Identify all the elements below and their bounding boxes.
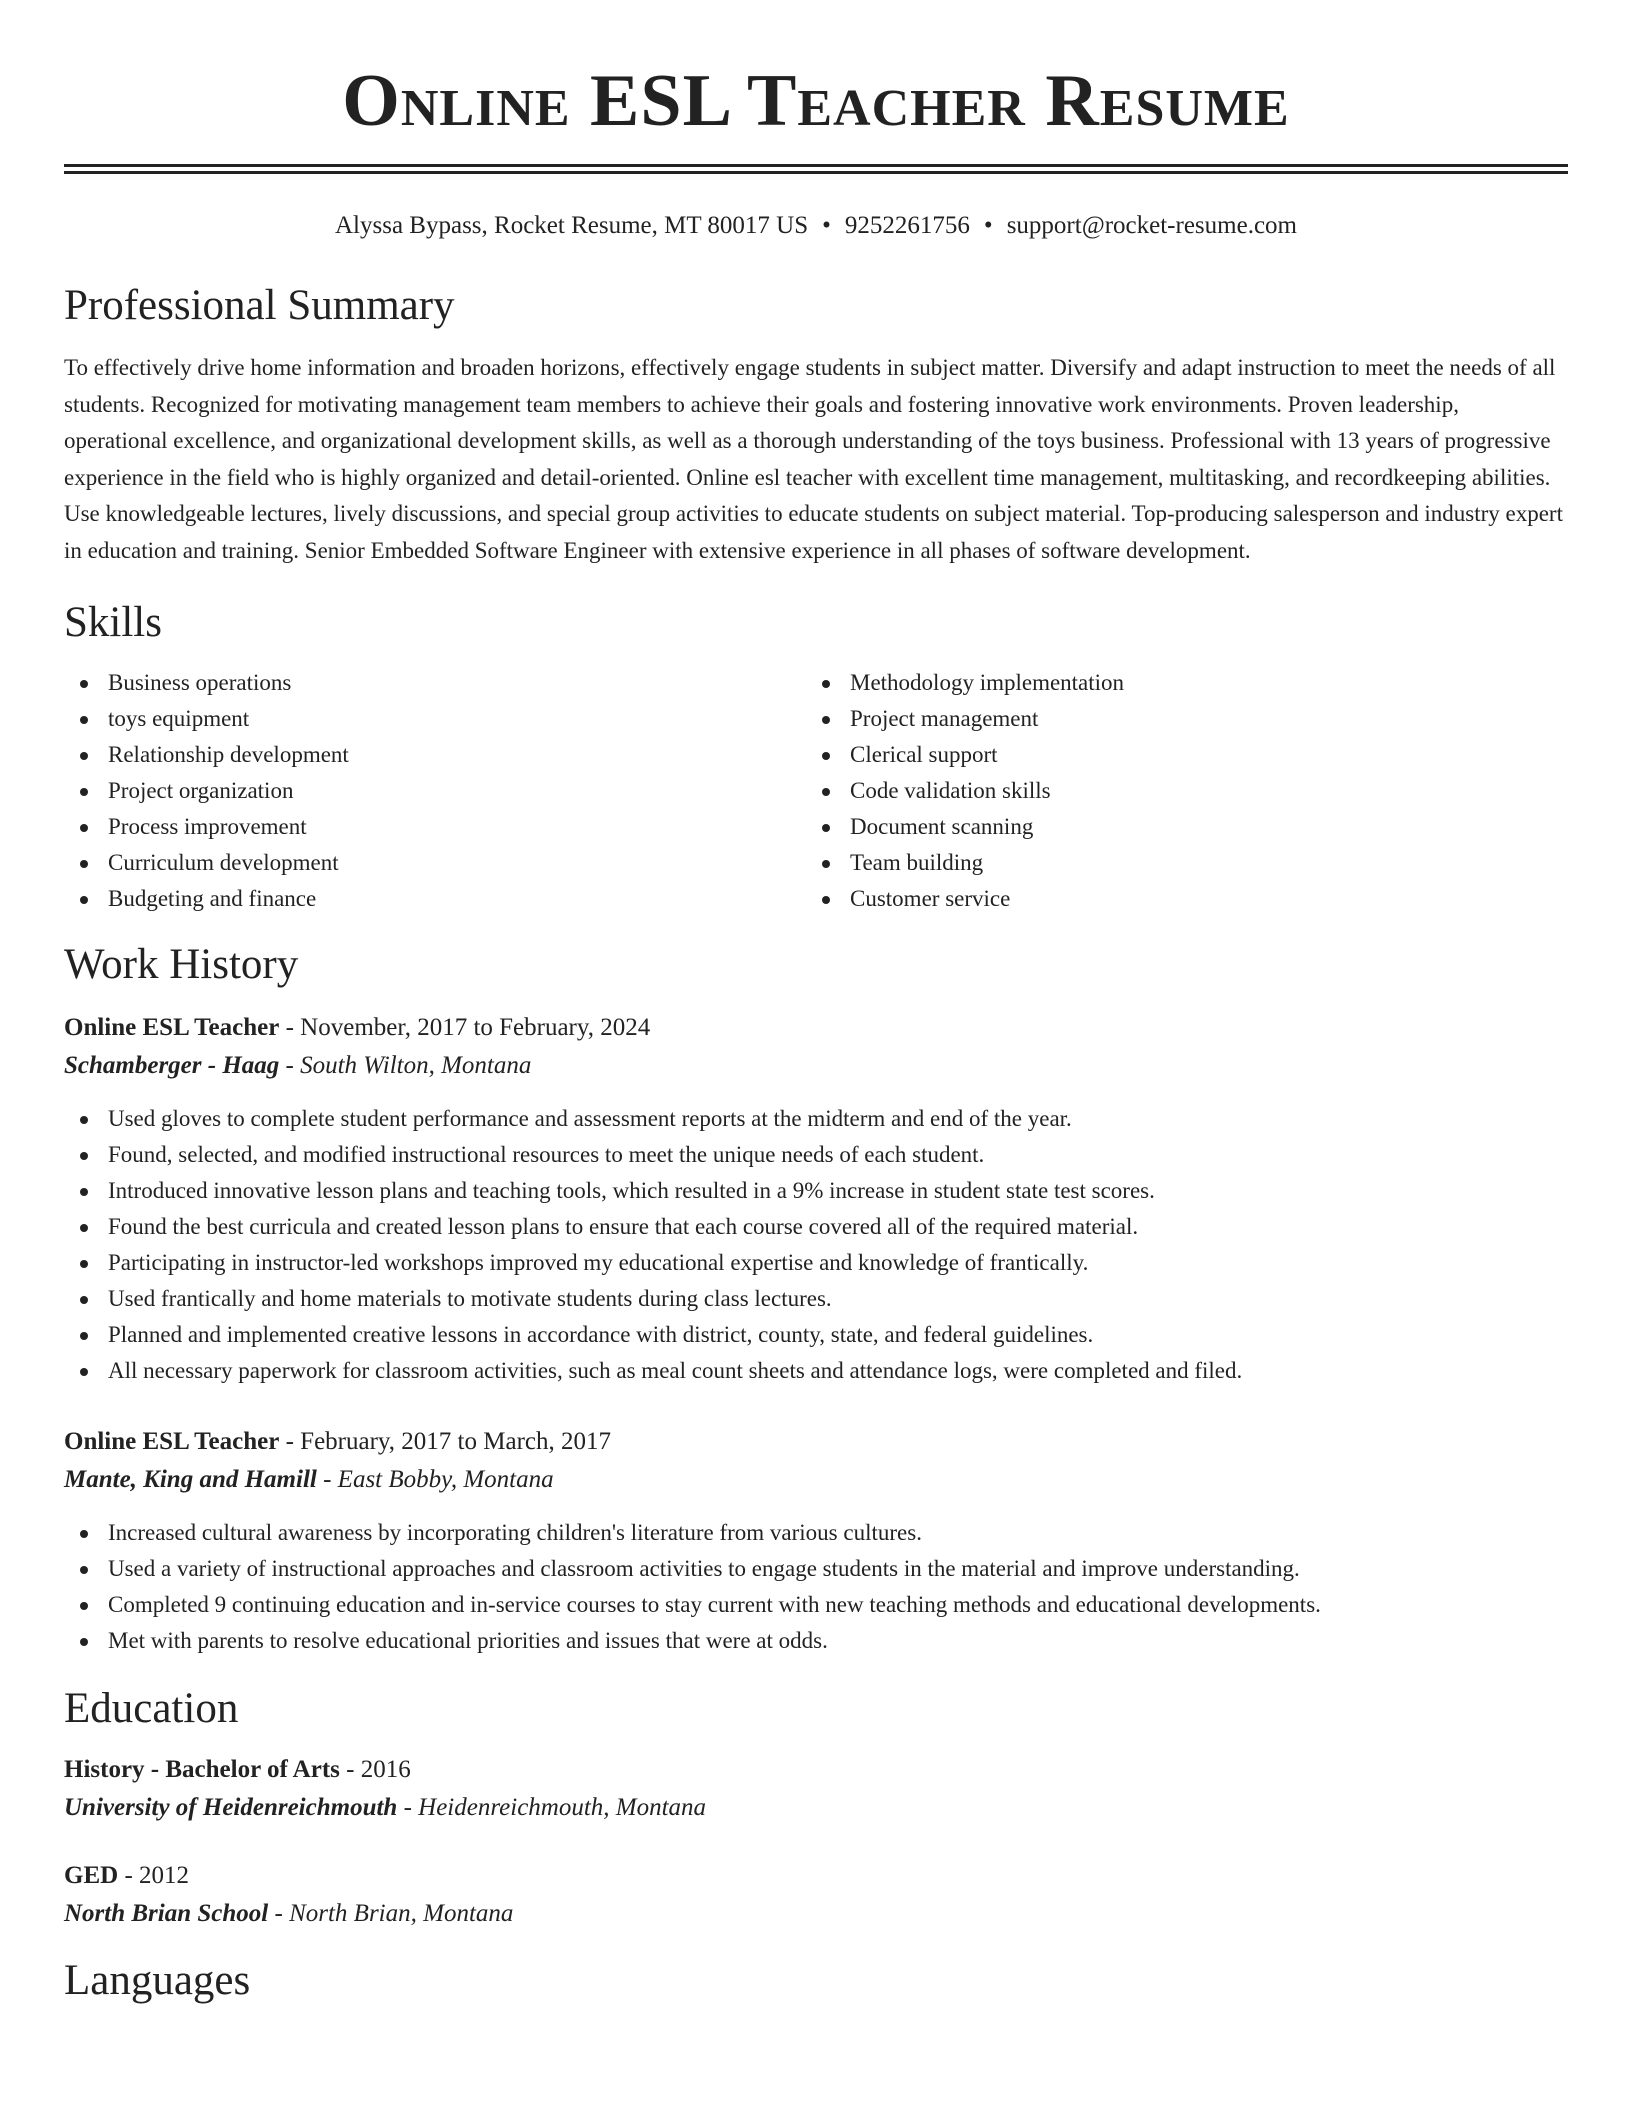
school-line: University of Heidenreichmouth - Heidenreichmouth, Montana (64, 1794, 707, 1821)
skill-item: Document scanning (806, 809, 1548, 845)
contact-phone: 9252261756 (844, 212, 970, 239)
job-bullet: Used a variety of instructional approaches and classroom activities to engage students in the material and improve understanding. (64, 1551, 1568, 1587)
education-heading: Education (64, 1685, 239, 1732)
skills-list-right (806, 665, 1548, 917)
job-location: East Bobby, Montana (337, 1466, 554, 1493)
job-entry (64, 1009, 1568, 1389)
job-bullet: Planned and implemented creative lessons in accordance with district, county, state, and federal guidelines. (64, 1317, 1568, 1353)
job-bullet: All necessary paperwork for classroom activities, such as meal count sheets and attendance logs, were completed and filed. (64, 1353, 1568, 1389)
skill-item: Relationship development (64, 737, 806, 773)
job-company-line: Mante, King and Hamill - East Bobby, Montana (64, 1466, 554, 1493)
job-bullet: Introduced innovative lesson plans and teaching tools, which resulted in a 9% increase in student state test scores. (64, 1173, 1568, 1209)
job-bullet: Found, selected, and modified instructional resources to meet the unique needs of each student. (64, 1137, 1568, 1173)
skill-item: Curriculum development (64, 845, 806, 881)
job-bullet: Completed 9 continuing education and in-service courses to stay current with new teaching methods and educational developments. (64, 1587, 1568, 1623)
education-entry (64, 1857, 1568, 1933)
skill-item: toys equipment (64, 701, 806, 737)
degree-line: History - Bachelor of Arts - 2016 (64, 1756, 411, 1783)
skill-item: Clerical support (806, 737, 1548, 773)
skill-item: Project management (806, 701, 1548, 737)
job-bullet: Used gloves to complete student performance and assessment reports at the midterm and end of the year. (64, 1101, 1568, 1137)
skill-item: Team building (806, 845, 1548, 881)
skills-columns (64, 665, 1568, 917)
job-company: Schamberger - Haag (64, 1052, 280, 1079)
job-location: South Wilton, Montana (300, 1052, 532, 1079)
job-dates: November, 2017 to February, 2024 (300, 1014, 651, 1041)
skill-item: Process improvement (64, 809, 806, 845)
degree: GED (64, 1862, 119, 1889)
skill-item: Methodology implementation (806, 665, 1548, 701)
languages-heading: Languages (64, 1957, 251, 2004)
skill-item: Budgeting and finance (64, 881, 806, 917)
job-company-line: Schamberger - Haag - South Wilton, Montana (64, 1052, 532, 1079)
job-entry (64, 1423, 1568, 1659)
contact-address: Alyssa Bypass, Rocket Resume, MT 80017 US (335, 212, 809, 239)
job-dates: February, 2017 to March, 2017 (300, 1428, 611, 1455)
school-location: North Brian, Montana (289, 1900, 514, 1927)
school-location: Heidenreichmouth, Montana (418, 1794, 707, 1821)
job-title: Online ESL Teacher (64, 1428, 280, 1455)
job-bullet: Found the best curricula and created lesson plans to ensure that each course covered all of the required material. (64, 1209, 1568, 1245)
degree-year: 2016 (360, 1756, 411, 1783)
degree-line: GED - 2012 (64, 1862, 190, 1889)
job-bullet: Used frantically and home materials to motivate students during class lectures. (64, 1281, 1568, 1317)
job-title-line: Online ESL Teacher - February, 2017 to March, 2017 (64, 1428, 611, 1455)
job-bullets (64, 1101, 1568, 1389)
contact-email: support@rocket-resume.com (1006, 212, 1297, 239)
summary-heading: Professional Summary (64, 282, 455, 329)
resume-title: Online ESL Teacher Resume (342, 60, 1290, 142)
job-bullet: Increased cultural awareness by incorporating children's literature from various cultures. (64, 1515, 1568, 1551)
job-title: Online ESL Teacher (64, 1014, 280, 1041)
summary-text: To effectively drive home information and broaden horizons, effectively engage students in subject matter. Diversify and adapt instruction to meet the needs of all students. Recognized for motivating management team members to achieve their goals and fostering innovative work environments. Proven leadership, operational excellence, and organizational development skills, as well as a thorough understanding of the toys business. Professional with 13 years of progressive experience in the field who is highly organized and detail-oriented. Online esl teacher with excellent time management, multitasking, and recordkeeping abilities. Use knowledgeable lectures, lively discussions, and special group activities to educate students on subject material. Top-producing salesperson and industry expert in education and training. Senior Embedded Software Engineer with extensive experience in all phases of software development. (64, 355, 1563, 563)
degree-year: 2012 (139, 1862, 190, 1889)
job-bullets (64, 1515, 1568, 1659)
education-entry (64, 1751, 1568, 1827)
job-bullet: Met with parents to resolve educational priorities and issues that were at odds. (64, 1623, 1568, 1659)
degree: History - Bachelor of Arts (64, 1756, 340, 1783)
skills-heading: Skills (64, 599, 162, 646)
bullet-separator: • (822, 212, 831, 239)
job-bullet: Participating in instructor-led workshops improved my educational expertise and knowledge of frantically. (64, 1245, 1568, 1281)
job-company: Mante, King and Hamill (64, 1466, 317, 1493)
school-name: North Brian School (64, 1900, 269, 1927)
school-line: North Brian School - North Brian, Montana (64, 1900, 514, 1927)
skill-item: Customer service (806, 881, 1548, 917)
skill-item: Business operations (64, 665, 806, 701)
title-divider (64, 164, 1568, 174)
school-name: University of Heidenreichmouth (64, 1794, 398, 1821)
work-history-heading: Work History (64, 941, 299, 988)
bullet-separator: • (983, 212, 993, 239)
job-title-line: Online ESL Teacher - November, 2017 to February, 2024 (64, 1014, 651, 1041)
skill-item: Code validation skills (806, 773, 1548, 809)
skills-list-left (64, 665, 806, 917)
skill-item: Project organization (64, 773, 806, 809)
contact-line (64, 210, 1568, 242)
